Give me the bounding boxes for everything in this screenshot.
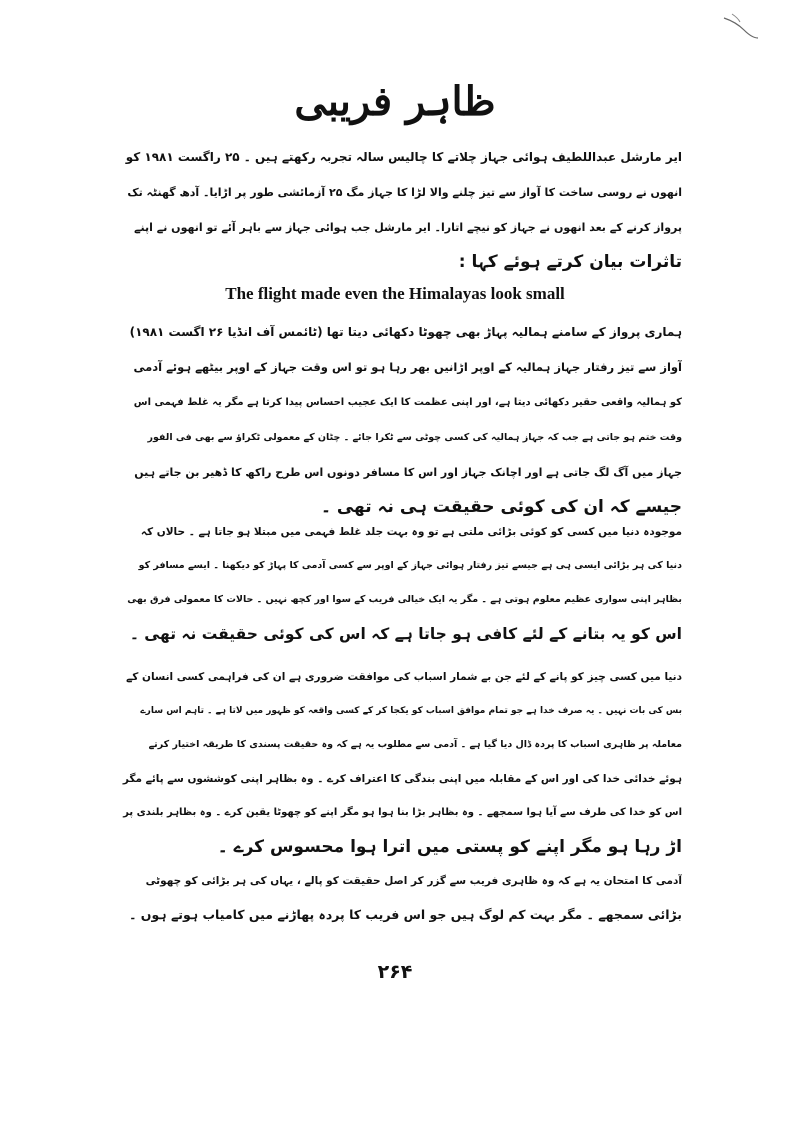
paragraph-quote bbox=[122, 315, 682, 525]
text-line: بڑائی سمجھے ۔ مگر بہت کم لوگ ہیں جو اس فریب کا پردہ پھاڑنے میں کامیاب ہوتے ہوں ۔ bbox=[129, 907, 682, 922]
text-line: ہماری پرواز کے سامنے ہمالیہ پہاڑ بھی چھوٹا دکھائی دیتا تھا (ٹائمس آف انڈیا ۲۶ اگست ۱۹۸۱) bbox=[129, 325, 682, 339]
text-line: دنیا میں کسی چیز کو پانے کے لئے جن بے شمار اسباب کی موافقت ضروری ہے ان کی فراہمی کسی انسان کے bbox=[126, 671, 682, 683]
text-line: تاثرات بیان کرتے ہوئے کہا : bbox=[458, 252, 682, 272]
text-line: اس کو خدا کی طرف سے آیا ہوا سمجھے ۔ وہ بظاہر بڑا بنا ہوا ہو مگر اپنے کو چھوٹا یقین کرے ۔ وہ بظاہر بلندی پر bbox=[123, 807, 682, 818]
paragraph-intro bbox=[122, 140, 682, 280]
text-line: جیسے کہ ان کی کوئی حقیقت ہی نہ تھی ۔ bbox=[320, 497, 682, 517]
text-line: بس کی بات نہیں ۔ یہ صرف خدا ہے جو تمام موافق اسباب کو یکجا کر کے کسی واقعہ کو ظہور میں لاتا ہے ۔ تاہم اس سارے bbox=[140, 706, 682, 716]
text-line: معاملہ پر ظاہری اسباب کا پردہ ڈال دیا گیا ہے ۔ آدمی سے مطلوب یہ ہے کہ وہ حقیقت پسندی کا طریقہ اختیار کرتے bbox=[148, 739, 682, 750]
english-quote-heading: The flight made even the Himalayas look small bbox=[225, 284, 565, 303]
text-line: وقت ختم ہو جاتی ہے جب کہ جہاز ہمالیہ کی کسی چوٹی سے ٹکرا جائے ۔ چٹان کے معمولی ٹکراؤ سے بھی فی الفور bbox=[147, 432, 682, 443]
text-line: ایر مارشل عبداللطیف ہوائی جہاز چلاتے کا چالیس سالہ تجربہ رکھتے ہیں ۔ ۲۵ راگست ۱۹۸۱ کو bbox=[125, 150, 682, 164]
text-line: آواز سے تیز رفتار جہاز ہمالیہ کے اوپر اڑانیں بھر رہا ہو تو اس وقت جہاز کے اوپر بیٹھے ہوئے آدمی bbox=[133, 360, 682, 374]
text-line: ہوئے خدائی خدا کی اور اس کے مقابلہ میں اپنی بندگی کا اعتراف کرے ۔ وہ بظاہر اپنی کوششوں سے پائے مگر bbox=[122, 773, 682, 785]
page-title: ظاہر فریبی bbox=[294, 78, 496, 125]
text-line: اڑ رہا ہو مگر اپنے کو پستی میں اترا ہوا محسوس کرے ۔ bbox=[217, 837, 682, 857]
scan-corner-mark bbox=[722, 12, 762, 42]
text-line: جہاز میں آگ لگ جاتی ہے اور اچانک جہاز اور اس کا مسافر دونوں اس طرح راکھ کا ڈھیر بن جاتے ہیں bbox=[134, 466, 682, 479]
text-line: آدمی کا امتحان یہ ہے کہ وہ ظاہری فریب سے گزر کر اصل حقیقت کو پالے ، یہاں کی ہر بڑائی کو چھوٹی bbox=[145, 875, 682, 887]
text-line: دنیا کی ہر بڑائی ایسی ہی ہے جیسے تیز رفتار ہوائی جہاز کے اوپر سے کسی آدمی کا پہاڑ کو دیکھنا ۔ ایسے مسافر کو bbox=[138, 560, 682, 571]
paragraph-test bbox=[122, 864, 682, 932]
text-line: پرواز کرنے کے بعد انھوں نے جہاز کو نیچے اتارا۔ ایر مارشل جب ہوائی جہاز سے باہر آئے تو انھوں نے اپنے bbox=[134, 221, 682, 234]
text-line: کو ہمالیہ واقعی حقیر دکھائی دیتا ہے، اور اپنی عظمت کا ایک عجیب احساس پیدا کرتا ہے مگر یہ غلط فہمی اس bbox=[133, 397, 682, 408]
paragraph-worldly-greatness bbox=[122, 515, 682, 651]
text-line: انھوں نے روسی ساخت کا آواز سے تیز چلنے والا لڑا کا جہاز مگ ۲۵ آزمائشی طور پر اڑایا۔ آدھ گھنٹہ تک bbox=[127, 186, 682, 199]
paragraph-causes bbox=[122, 660, 682, 864]
text-line: موجودہ دنیا میں کسی کو کوئی بڑائی ملتی ہے تو وہ بہت جلد غلط فہمی میں مبتلا ہو جاتا ہے ۔ حالاں کہ bbox=[140, 526, 682, 538]
page-number: ۲۶۴ bbox=[377, 961, 413, 983]
text-line: اس کو یہ بتانے کے لئے کافی ہو جاتا ہے کہ اس کی کوئی حقیقت نہ تھی ۔ bbox=[129, 625, 682, 643]
text-line: بظاہر اپنی سواری عظیم معلوم ہوتی ہے ۔ مگر یہ ایک خیالی فریب کے سوا اور کچھ نہیں ۔ حالات کا معمولی فرق بھی bbox=[127, 594, 682, 605]
